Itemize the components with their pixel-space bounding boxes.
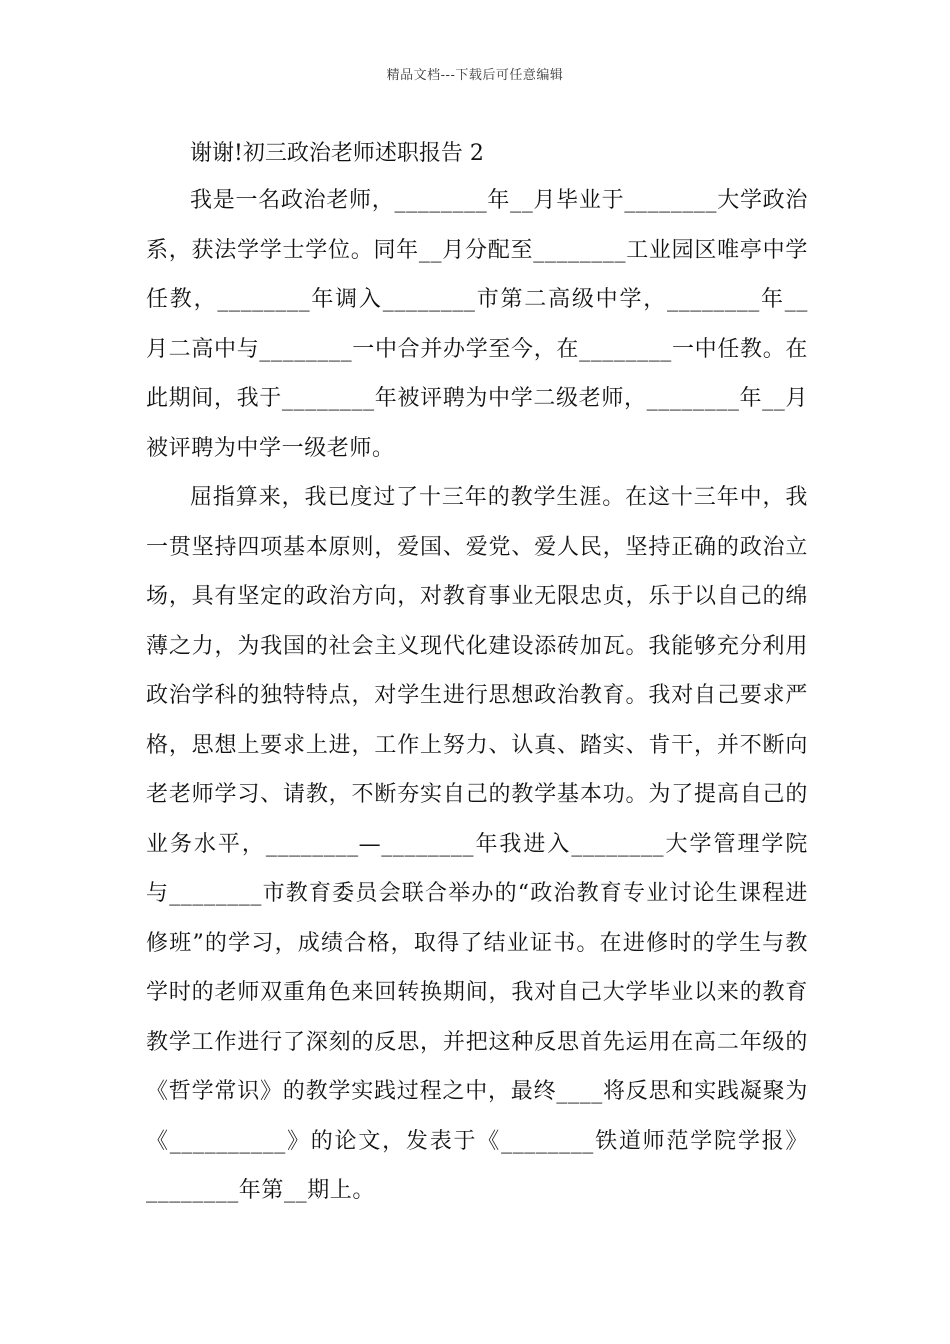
paragraph-2: 屈指算来，我已度过了十三年的教学生涯。在这十三年中，我一贯坚持四项基本原则，爱国、爱党、爱人民，坚持正确的政治立场，具有坚定的政治方向，对教育事业无限忠贞，乐于以自己的绵薄之力，为我国的社会主义现代化建设添砖加瓦。我能够充分利用政治学科的独特特点，对学生进行思想政治教育。我对自己要求严格，思想上要求上进，工作上努力、认真、踏实、肯干，并不断向老老师学习、请教，不断夯实自己的教学基本功。为了提高自己的业务水平，________—________年我进入________大学管理学院与________市教育委员会联合举办的“政治教育专业讨论生课程进修班”的学习，成绩合格，取得了结业证书。在进修时的学生与教学时的老师双重角色来回转换期间，我对自己大学毕业以来的教育教学工作进行了深刻的反思，并把这种反思首先运用在高二年级的《哲学常识》的教学实践过程之中，最终____将反思和实践凝聚为《__________》的论文，发表于《________铁道师范学院学报》________年第__期上。 [146,485,808,1203]
page-header: 精品文档---下载后可任意编辑 [386,68,564,83]
document-title: 谢谢!初三政治老师述职报告 2 [190,141,484,166]
paragraph-1: 我是一名政治老师，________年__月毕业于________大学政治系，获法学学士学位。同年__月分配至________工业园区唯亭中学任教，________年调入________市第二高级中学，________年__月二高中与________一中合并办学至今，在________一中任教。在此期间，我于________年被评聘为中学二级老师，________年__月被评聘为中学一级老师。 [146,188,808,461]
